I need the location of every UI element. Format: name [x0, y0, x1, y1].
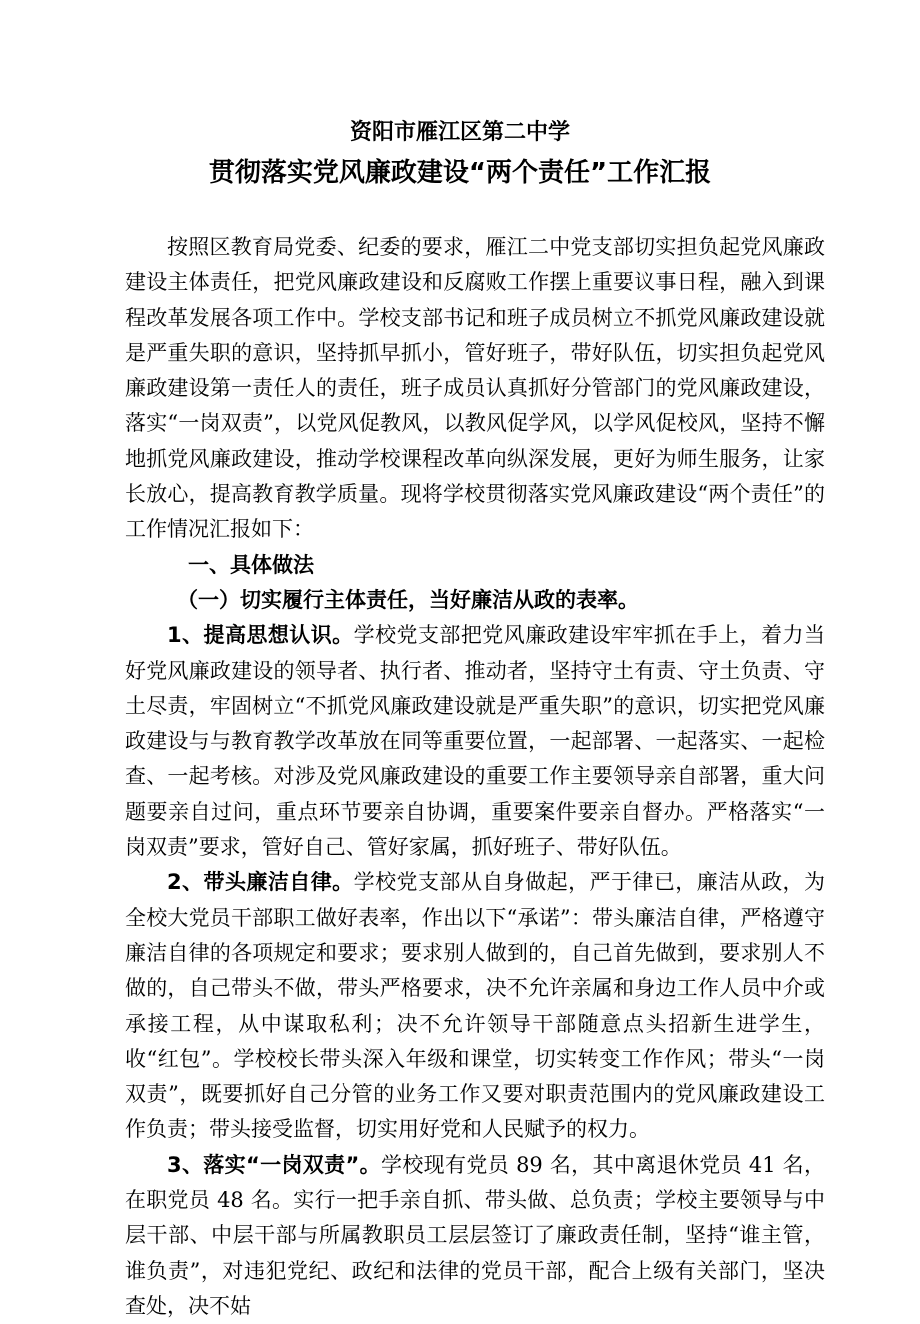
intro-paragraph: 按照区教育局党委、纪委的要求，雁江二中党支部切实担负起党风廉政建设主体责任，把党风廉政建设和反腐败工作摆上重要议事日程，融入到课程改革发展各项工作中。学校支部书记和班子成员树立不抓党风廉政建设就是严重失职的意识，坚持抓早抓小，管好班子，带好队伍，切实担负起党风廉政建设第一责任人的责任，班子成员认真抓好分管部门的党风廉政建设，落实“一岗双责”，以党风促教风，以教风促学风，以学风促校风，坚持不懈地抓党风廉政建设，推动学校课程改革向纵深发展，更好为师生服务，让家长放心，提高教育教学质量。现将学校贯彻落实党风廉政建设“两个责任”的工作情况汇报如下： [125, 235, 825, 542]
report-title: 贯彻落实党风廉政建设“两个责任”工作汇报 [208, 158, 712, 188]
item-lead-1: 1、提高思想认识。 [167, 623, 354, 648]
subsection-heading: （一）切实履行主体责任，当好廉洁从政的表率。 [177, 587, 639, 612]
item-lead-2: 2、带头廉洁自律。 [167, 870, 354, 895]
item-lead-3: 3、落实“一岗双责”。 [167, 1152, 381, 1177]
document-body [125, 230, 825, 1324]
item-paragraph-1 [125, 618, 825, 865]
section-heading: 一、具体做法 [188, 552, 314, 577]
item-paragraph-2 [125, 865, 825, 1147]
item-text-1: 学校党支部把党风廉政建设牢牢抓在手上，着力当好党风廉政建设的领导者、执行者、推动者，坚持守土有责、守土负责、守土尽责，牢固树立“不抓党风廉政建设就是严重失职”的意识，切实把党风廉政建设与与教育教学改革放在同等重要位置，一起部署、一起落实、一起检查、一起考核。对涉及党风廉政建设的重要工作主要领导亲自部署，重大问题要亲自过问，重点环节要亲自协调，重要案件要亲自督办。严格落实“一岗双责”要求，管好自己、管好家属，抓好班子、带好队伍。 [125, 623, 825, 860]
item-paragraph-3 [125, 1148, 825, 1324]
item-text-3: 学校现有党员 89 名，其中离退休党员 41 名，在职党员 48 名。实行一把手亲自抓、带头做、总负责；学校主要领导与中层干部、中层干部与所属教职员工层层签订了廉政责任制，坚持“谁主管，谁负责”，对违犯党纪、政纪和法律的党员干部，配合上级有关部门，坚决查处，决不姑 [125, 1152, 825, 1318]
item-text-2: 学校党支部从自身做起，严于律已，廉洁从政，为全校大党员干部职工做好表率，作出以下“承诺”：带头廉洁自律，严格遵守廉洁自律的各项规定和要求；要求别人做到的，自己首先做到，要求别人不做的，自己带头不做，带头严格要求，决不允许亲属和身边工作人员中介或承接工程，从中谋取私利；决不允许领导干部随意点头招新生进学生， 收“红包”。学校校长带头深入年级和课堂，切实转变工作作风；带头“一岗双责”，既要抓好自己分管的业务工作又要对职责范围内的党风廉政建设工作负责；带头接受监督，切实用好党和人民赋予的权力。 [125, 870, 825, 1142]
school-name: 资阳市雁江区第二中学 [349, 120, 570, 145]
